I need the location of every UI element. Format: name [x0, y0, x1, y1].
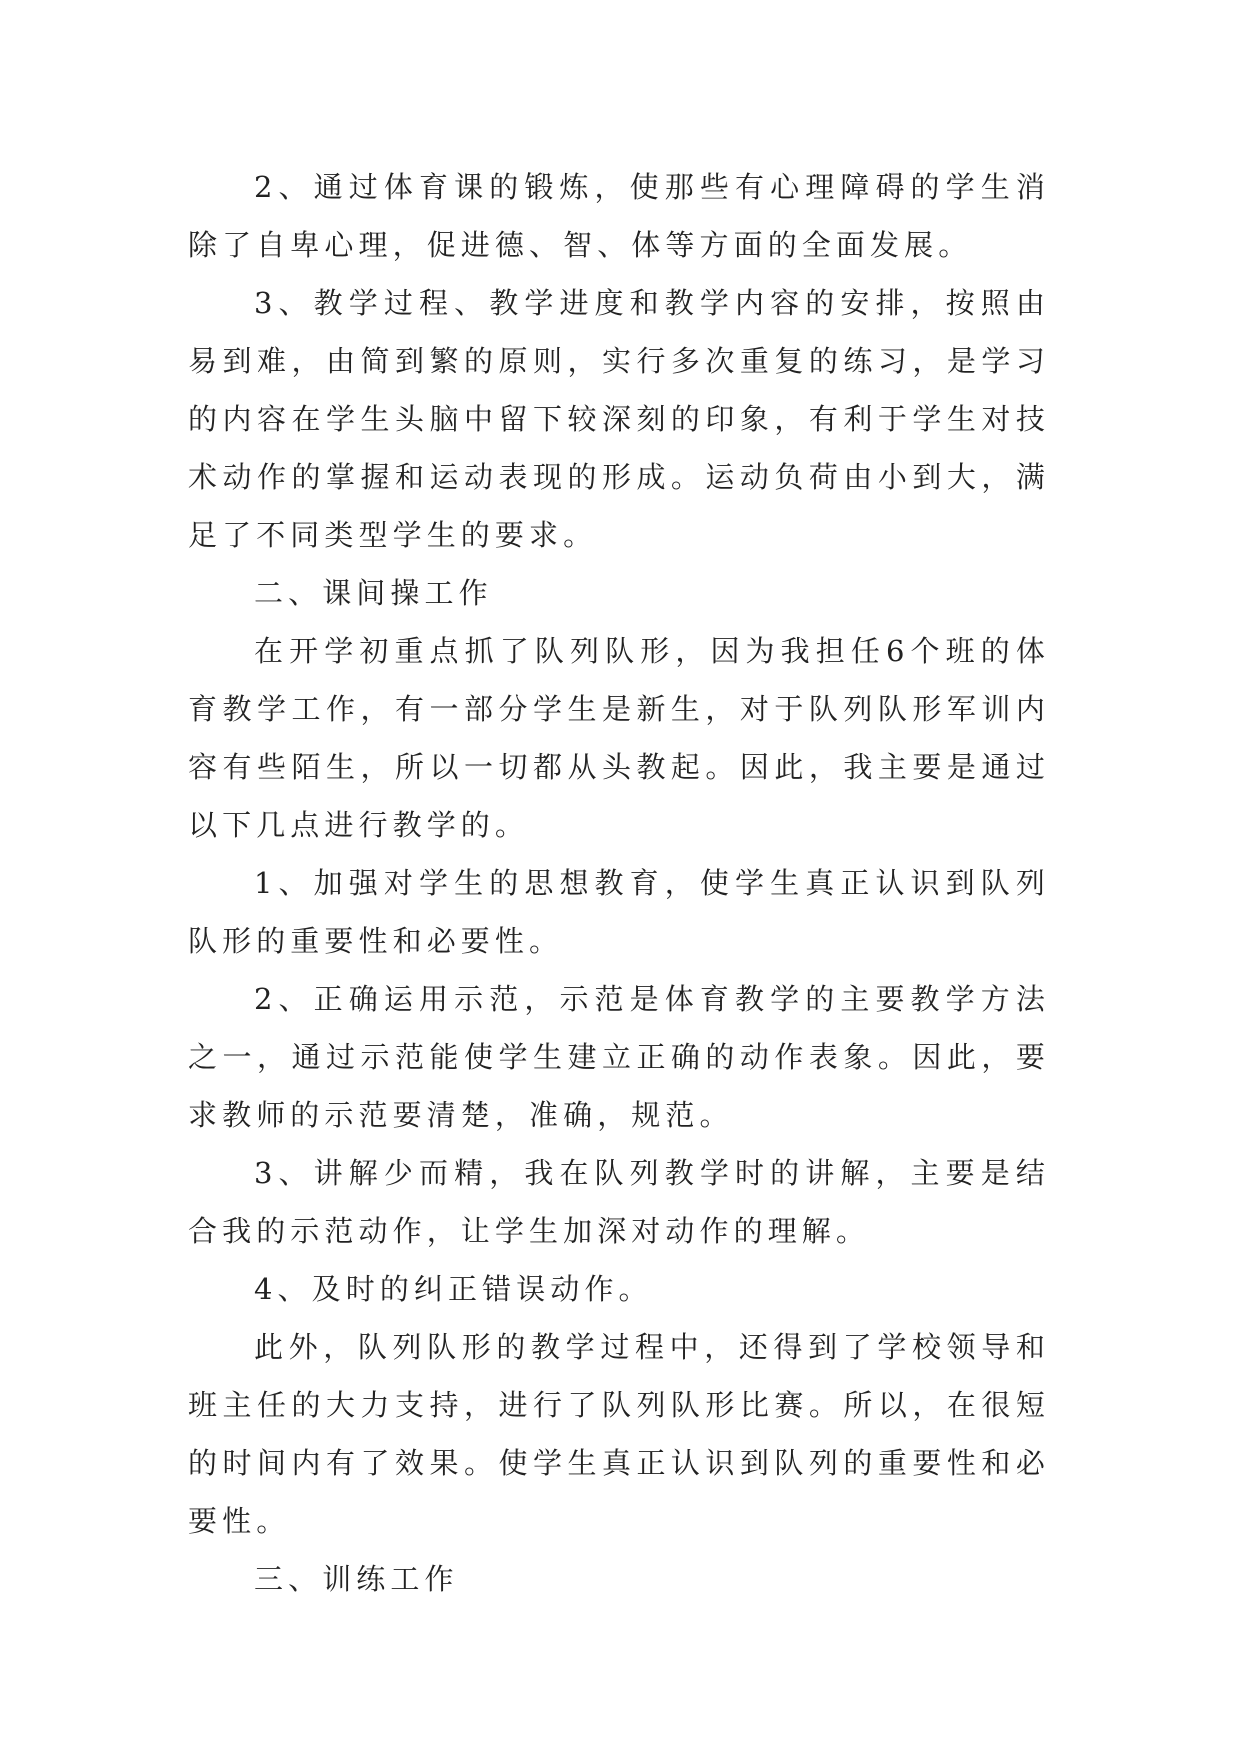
paragraph-teaching-progress: 3、教学过程、教学进度和教学内容的安排，按照由易到难，由简到繁的原则，实行多次重复的练习，是学习的内容在学生头脑中留下较深刻的印象，有利于学生对技术动作的掌握和运动表现的形成。运动负荷由小到大，满足了不同类型学生的要求。 [188, 286, 1050, 552]
paragraph-explanation: 3、讲解少而精，我在队列教学时的讲解，主要是结合我的示范动作，让学生加深对动作的理解。 [188, 1156, 1050, 1248]
section-heading-training: 三、训练工作 [254, 1562, 459, 1596]
paragraph-demonstration: 2、正确运用示范，示范是体育教学的主要教学方法之一，通过示范能使学生建立正确的动作表象。因此，要求教师的示范要清楚，准确，规范。 [188, 982, 1050, 1132]
paragraph-error-correction: 4、及时的纠正错误动作。 [254, 1272, 653, 1306]
section-heading-break-exercise: 二、课间操工作 [254, 576, 493, 610]
paragraph-support-and-results: 此外，队列队形的教学过程中，还得到了学校领导和班主任的大力支持，进行了队列队形比赛。所以，在很短的时间内有了效果。使学生真正认识到队列的重要性和必要性。 [188, 1330, 1050, 1538]
paragraph-ideological-education: 1、加强对学生的思想教育，使学生真正认识到队列队形的重要性和必要性。 [188, 866, 1050, 958]
paragraph-pe-class-benefit: 2、通过体育课的锻炼，使那些有心理障碍的学生消除了自卑心理，促进德、智、体等方面的全面发展。 [188, 170, 1050, 262]
document-page [188, 158, 1050, 1608]
paragraph-formation-intro: 在开学初重点抓了队列队形，因为我担任6个班的体育教学工作，有一部分学生是新生，对于队列队形军训内容有些陌生，所以一切都从头教起。因此，我主要是通过以下几点进行教学的。 [188, 634, 1050, 842]
